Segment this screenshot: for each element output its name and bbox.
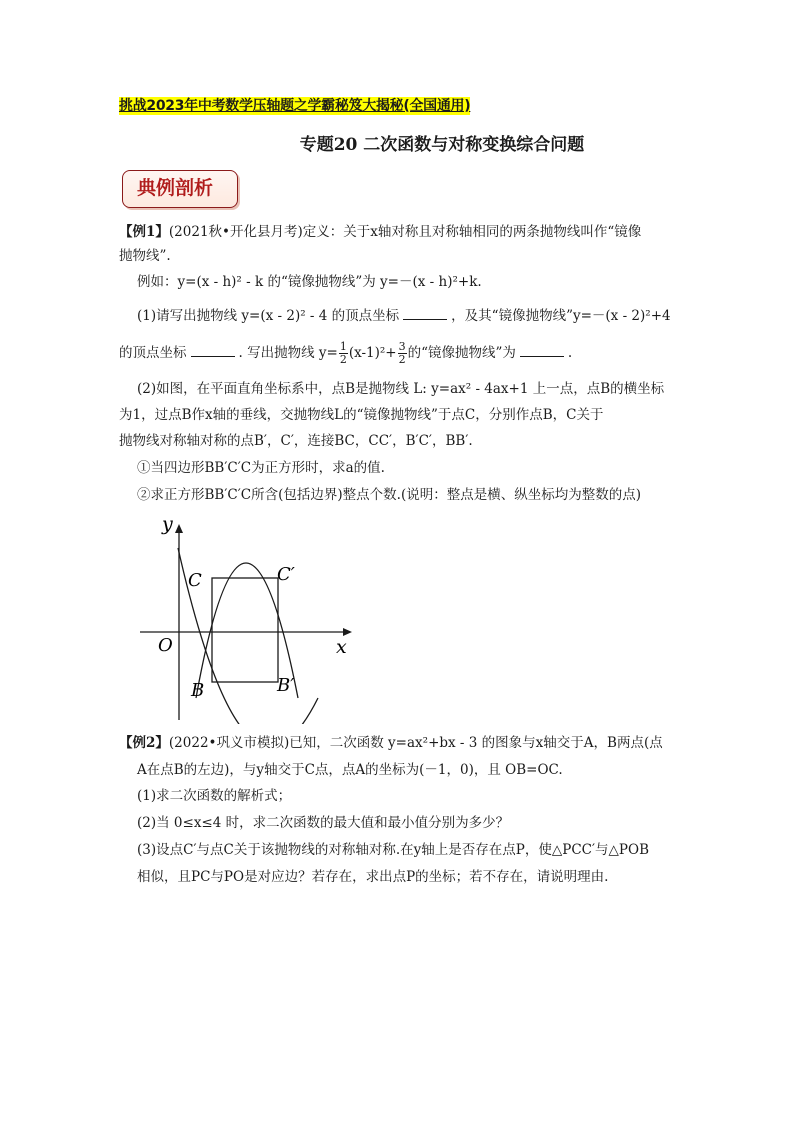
example1-source: (2021秋•开化县月考) [168, 224, 303, 240]
example1-intro-line2: 抛物线”. [119, 248, 171, 264]
q1-text-mid: (x-1)²+ [348, 345, 397, 361]
example1-q2-line1: (2)如图，在平面直角坐标系中，点B是抛物线 L: y=ax² - 4ax+1 上一点，点B的横坐标 [137, 381, 665, 397]
example1-q1-line2 [119, 341, 572, 366]
example2-source: (2022•巩义市模拟) [168, 735, 290, 751]
example1-q2-line3: 抛物线对称轴对称的点B′，C′，连接BC，CC′，B′C′，BB′. [119, 433, 473, 449]
point-C-label: C [188, 570, 202, 591]
q1-text-d: . 写出抛物线 y= [238, 345, 338, 361]
example2-line1 [119, 733, 663, 753]
point-B-prime-label: B′ [277, 675, 295, 696]
series-title: 挑战2023年中考数学压轴题之学霸秘笈大揭秘(全国通用) [119, 98, 471, 114]
answer-blank-1[interactable] [403, 307, 447, 320]
example1-label: 【例1】 [119, 224, 169, 240]
q1-text-end: . [567, 345, 573, 361]
q1-text-b: ，及其“镜像抛物线”y=－(x - 2)²+4 [451, 308, 671, 324]
y-axis-arrow [175, 524, 183, 533]
origin-label: O [158, 635, 173, 656]
example1-intro-line1: 定义：关于x轴对称且对称轴相同的两条抛物线叫作“镜像 [302, 224, 642, 240]
example1-intro [119, 222, 641, 242]
parabola-figure [138, 508, 358, 724]
point-B-label: B [191, 680, 205, 701]
example1-q2-sub2: ②求正方形BB′C′C所含(包括边界)整点个数.(说明：整点是横、纵坐标均为整数的点) [137, 487, 641, 503]
topic-title: 专题20 二次函数与对称变换综合问题 [299, 135, 585, 155]
x-axis-label: x [336, 636, 347, 658]
section-tag: 典例剖析 [122, 170, 238, 208]
q1-text-a: (1)请写出抛物线 y=(x - 2)² - 4 的顶点坐标 [137, 308, 400, 324]
example1-q2-sub1: ①当四边形BB′C′C为正方形时，求a的值. [137, 460, 385, 476]
example2-label: 【例2】 [119, 735, 169, 751]
example2-q1: (1)求二次函数的解析式； [137, 788, 292, 804]
example2-line1-text: 已知，二次函数 y=ax²+bx - 3 的图象与x轴交于A，B两点(点 [289, 735, 663, 751]
x-axis-arrow [343, 628, 352, 636]
q1-text-e: 的“镜像抛物线”为 [407, 345, 516, 361]
example2-q2: (2)当 0≤x≤4 时，求二次函数的最大值和最小值分别为多少？ [137, 815, 510, 831]
fraction-one-half: $\frac{1}{2}$ [339, 340, 347, 366]
example1-example-line: 例如：y=(x - h)² - k 的“镜像抛物线”为 y=－(x - h)²+k. [137, 274, 482, 290]
example2-q3-line1: (3)设点C′与点C关于该抛物线的对称轴对称.在y轴上是否存在点P，使△PCC′与△POB [137, 842, 649, 858]
y-axis-label: y [162, 513, 173, 535]
q1-text-c: 的顶点坐标 [119, 345, 187, 361]
example1-q1-line1 [137, 306, 671, 326]
example2-q3-line2: 相似，且PC与PO是对应边？若存在，求出点P的坐标；若不存在，请说明理由. [137, 869, 609, 885]
example1-q2-line2: 为1，过点B作x轴的垂线，交抛物线L的“镜像抛物线”于点C，分别作点B，C关于 [119, 407, 604, 423]
fraction-three-halves: $\frac{3}{2}$ [398, 340, 406, 366]
example2-line2: A在点B的左边)，与y轴交于C点，点A的坐标为(－1，0)，且 OB=OC. [137, 762, 563, 778]
answer-blank-2[interactable] [191, 344, 235, 357]
point-C-prime-label: C′ [277, 564, 295, 585]
answer-blank-3[interactable] [520, 344, 564, 357]
